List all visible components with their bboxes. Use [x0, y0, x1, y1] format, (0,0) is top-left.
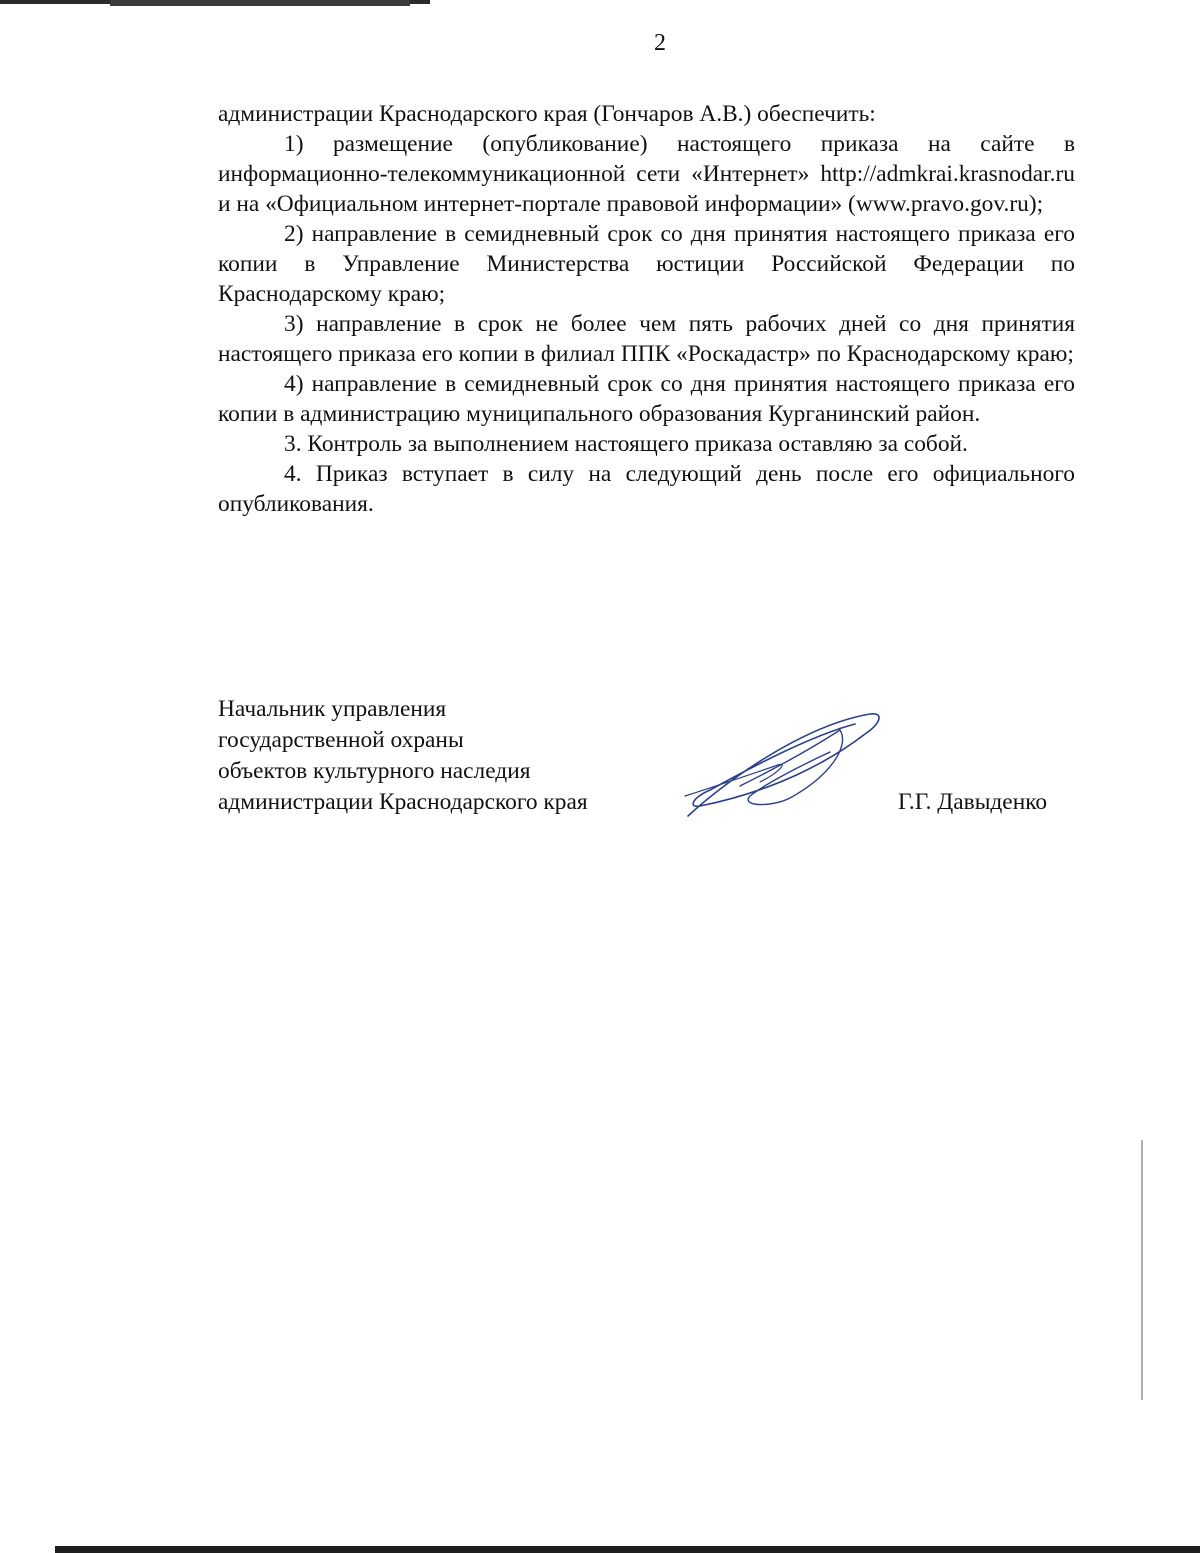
scan-edge-top-shadow [110, 0, 410, 6]
page-number: 2 [654, 30, 666, 56]
paragraph-continuation: администрации Краснодарского края (Гончаров А.В.) обеспечить: [218, 101, 876, 127]
signatory-position-line: государственной охраны [218, 727, 464, 753]
paragraph-item-4: 4) направление в семидневный срок со дня принятия настоящего приказа его копии в администрацию муниципального образования Курганинский район. [218, 371, 1075, 427]
scan-edge-right [1141, 1140, 1143, 1400]
signatory-position-line: Начальник управления [218, 696, 447, 722]
signature-stroke [685, 764, 782, 796]
signatory-name: Г.Г. Давыденко [898, 789, 1048, 815]
document-body [218, 99, 1075, 519]
paragraph-clause-4: 4. Приказ вступает в силу на следующий день после его официального опубликования. [218, 461, 1075, 517]
scan-edge-bottom [55, 1546, 1200, 1553]
paragraph-item-3: 3) направление в срок не более чем пять рабочих дней со дня принятия настоящего приказа его копии в филиал ППК «Роскадастр» по Краснодарскому краю; [218, 311, 1075, 367]
paragraph-item-2: 2) направление в семидневный срок со дня принятия настоящего приказа его копии в Управление Министерства юстиции Российской Федерации по Краснодарскому краю; [218, 221, 1075, 307]
paragraph-clause-3: 3. Контроль за выполнением настоящего приказа оставляю за собой. [284, 431, 968, 457]
signatory-position-line: объектов культурного наследия [218, 758, 531, 784]
signatory-position-line: администрации Краснодарского края [218, 789, 588, 815]
signatory-position [218, 694, 588, 818]
paragraph-item-1: 1) размещение (опубликование) настоящего приказа на сайте в информационно-телекоммуникационной сети «Интернет» http://admkrai.krasnodar.ru и на «Официальном интернет-портале правовой информации» (www.pravo.gov.ru); [218, 131, 1075, 217]
handwritten-signature [680, 706, 890, 826]
signature-stroke [740, 730, 843, 805]
